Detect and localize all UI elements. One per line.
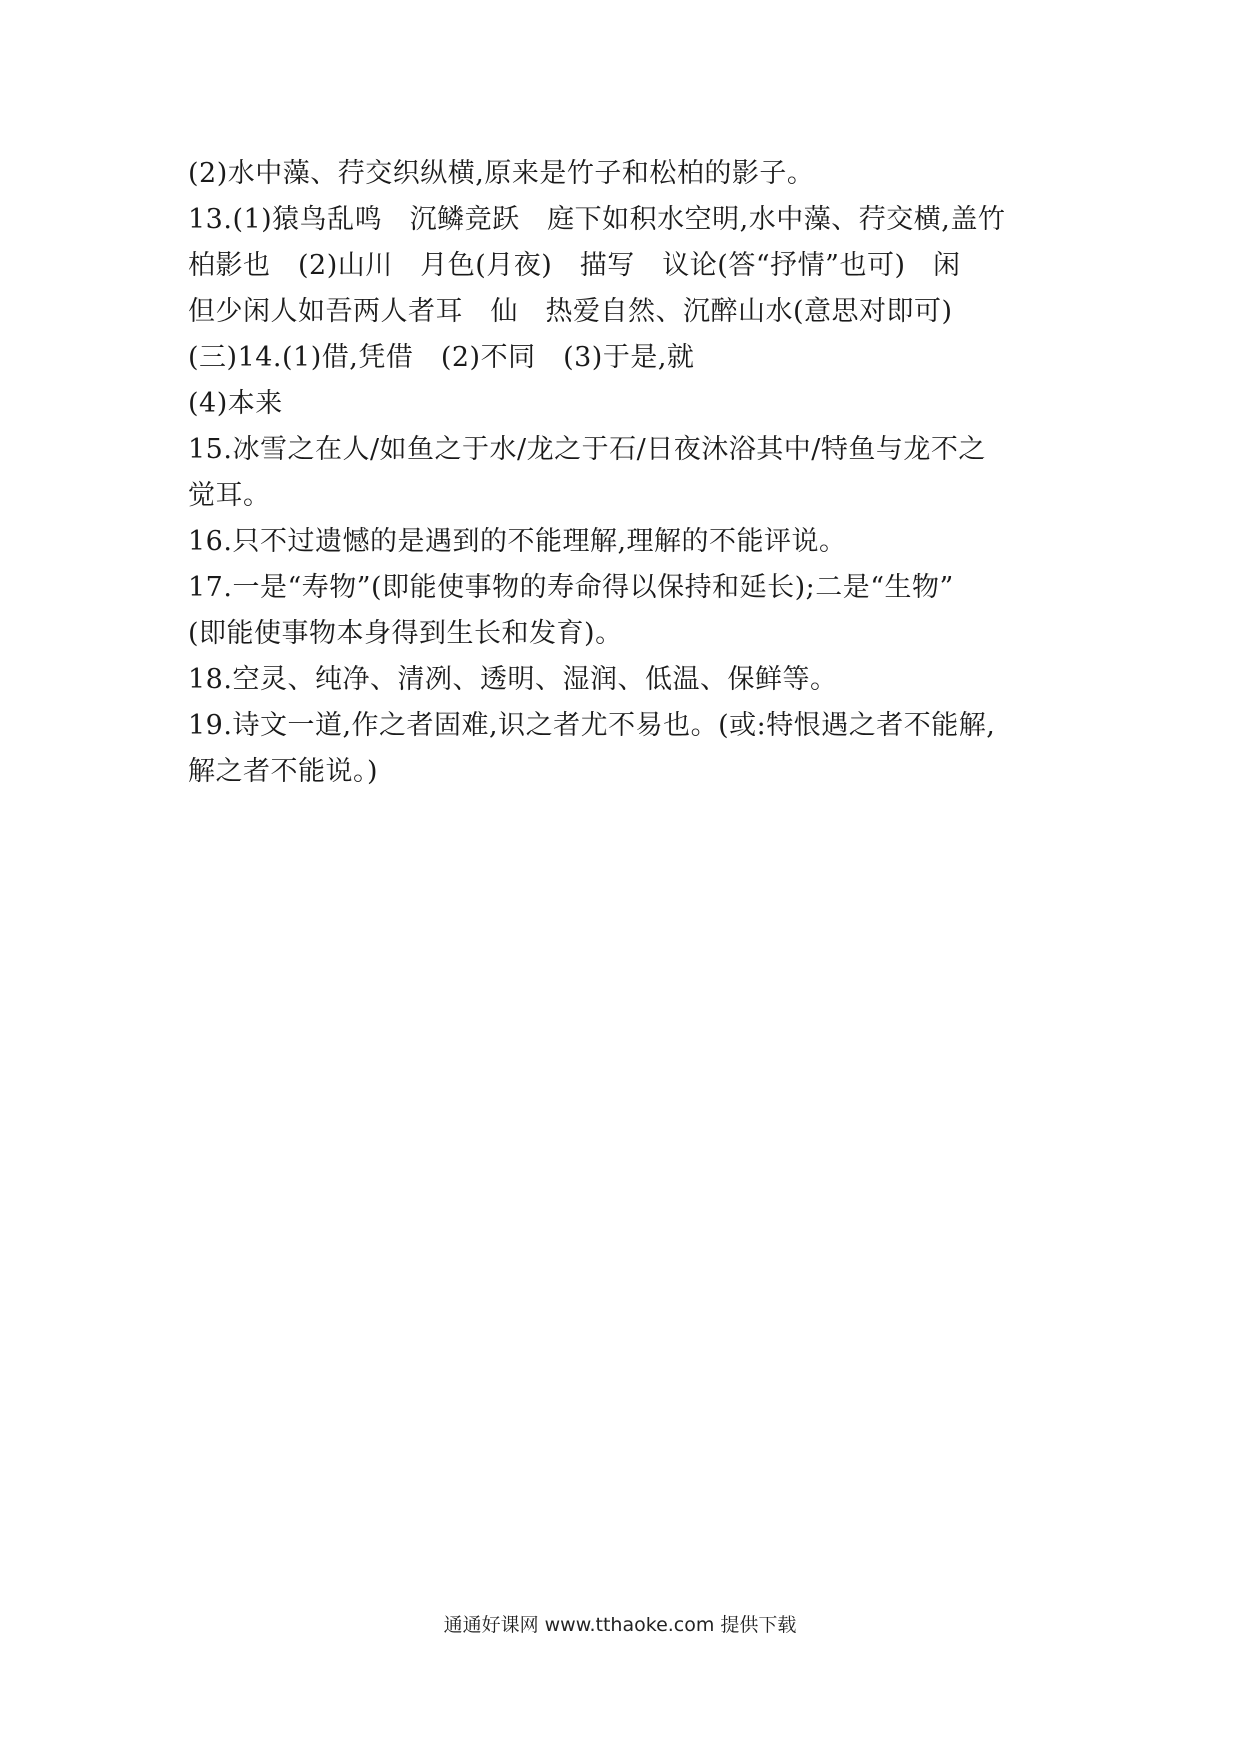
text-line: 但少闲人如吾两人者耳 仙 热爱自然、沉醉山水(意思对即可) [188, 296, 953, 327]
text-line: 16.只不过遗憾的是遇到的不能理解,理解的不能评说。 [188, 526, 847, 557]
text-line: (即能使事物本身得到生长和发育)。 [188, 618, 623, 649]
text-line: 15.冰雪之在人/如鱼之于水/龙之于石/日夜沐浴其中/特鱼与龙不之 [188, 434, 986, 465]
text-line: 18.空灵、纯净、清冽、透明、湿润、低温、保鲜等。 [188, 664, 838, 695]
answer-text-block [188, 154, 1058, 798]
text-line: (2)水中藻、荇交织纵横,原来是竹子和松柏的影子。 [188, 158, 815, 189]
text-line: 17.一是“寿物”(即能使事物的寿命得以保持和延长);二是“生物” [188, 572, 954, 603]
text-line: 13.(1)猿鸟乱鸣 沉鳞竞跃 庭下如积水空明,水中藻、荇交横,盖竹 [188, 204, 1006, 235]
text-line: 柏影也 (2)山川 月色(月夜) 描写 议论(答“抒情”也可) 闲 [188, 250, 961, 281]
text-line: (三)14.(1)借,凭借 (2)不同 (3)于是,就 [188, 342, 695, 373]
text-line: 解之者不能说。) [188, 756, 379, 787]
text-line: (4)本来 [188, 388, 283, 419]
text-line: 19.诗文一道,作之者固难,识之者尤不易也。(或:特恨遇之者不能解, [188, 710, 996, 741]
page-footer: 通通好课网 www.tthaoke.com 提供下载 [443, 1614, 797, 1636]
text-line: 觉耳。 [188, 480, 271, 511]
